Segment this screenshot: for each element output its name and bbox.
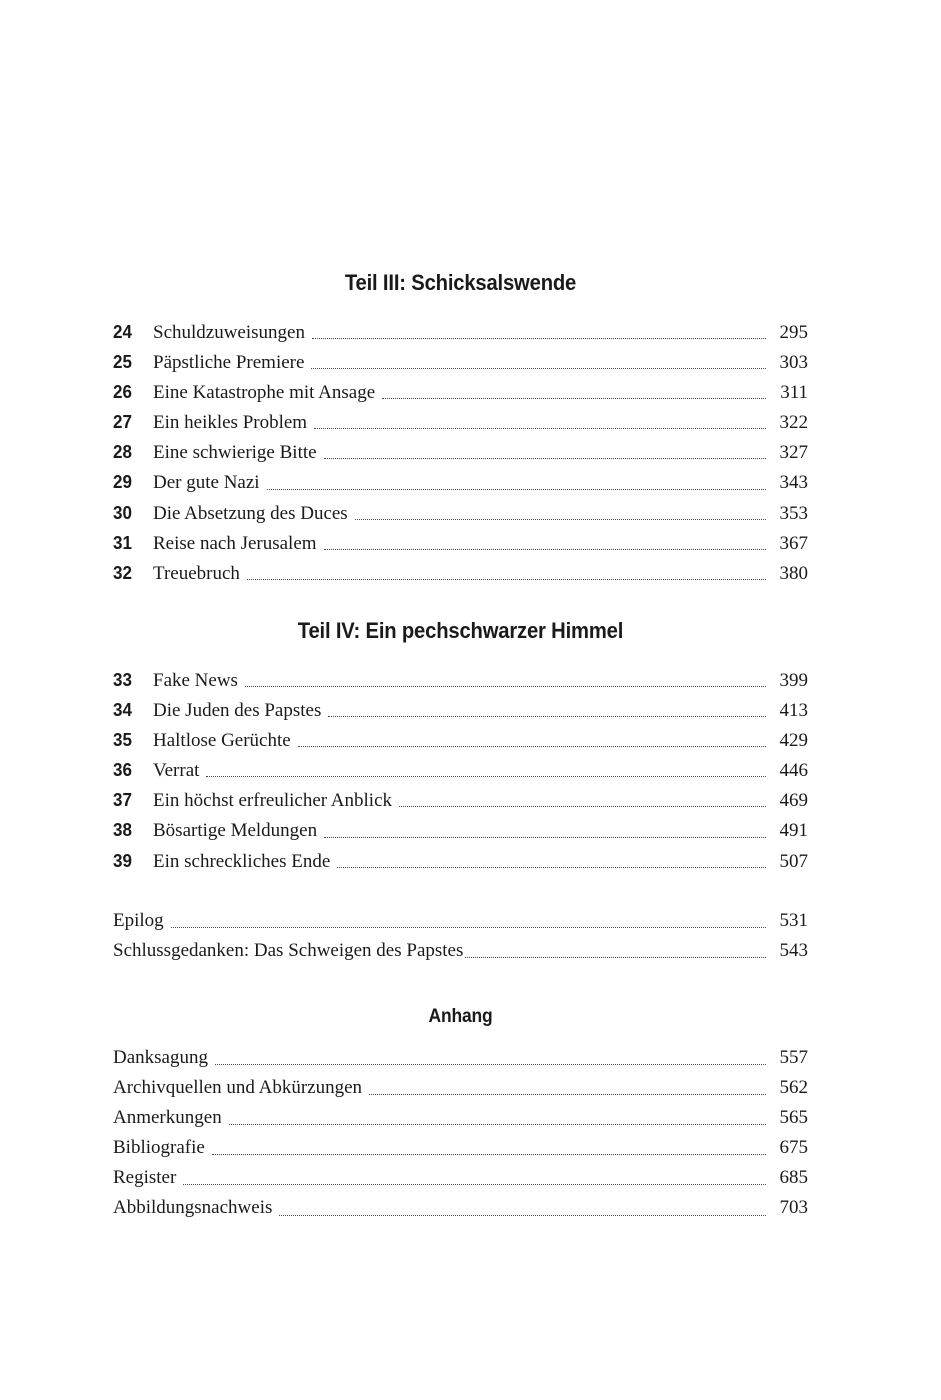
chapter-title: Ein schreckliches Ende (153, 850, 331, 872)
toc-list-teil-4 (113, 665, 808, 876)
toc-entry[interactable] (113, 1133, 808, 1163)
chapter-title: Ein heikles Problem (153, 412, 308, 434)
page-number: 469 (779, 790, 808, 812)
dot-leader (312, 337, 766, 339)
dot-leader (399, 805, 766, 807)
dot-leader (328, 715, 766, 717)
chapter-number: 29 (113, 471, 132, 493)
dot-leader (311, 367, 766, 369)
dot-leader (298, 745, 766, 747)
chapter-number: 34 (113, 699, 132, 721)
toc-entry[interactable] (113, 347, 808, 377)
toc-entry[interactable] (113, 498, 808, 528)
entry-title: Danksagung (113, 1047, 208, 1068)
dot-leader (206, 775, 766, 777)
page-number: 565 (779, 1107, 808, 1129)
chapter-number: 30 (113, 501, 132, 523)
chapter-title: Haltlose Gerüchte (153, 730, 291, 752)
page-number: 322 (779, 412, 808, 434)
page-number: 353 (779, 502, 808, 524)
chapter-title: Fake News (153, 670, 238, 691)
page-number: 327 (779, 442, 808, 464)
toc-entry[interactable] (113, 1043, 808, 1073)
page-number: 295 (779, 322, 808, 343)
page-number: 429 (779, 730, 808, 752)
dot-leader (212, 1153, 766, 1155)
dot-leader (183, 1183, 766, 1185)
toc-entry[interactable] (113, 407, 808, 437)
dot-leader (229, 1123, 766, 1125)
page-number: 446 (779, 760, 808, 782)
dot-leader (267, 488, 766, 490)
chapter-title: Verrat (153, 760, 200, 782)
section-title-teil-3: Teil III: Schicksalswende (344, 270, 577, 295)
page-number: 507 (779, 850, 808, 872)
dot-leader (337, 866, 766, 868)
toc-entry[interactable] (113, 936, 808, 966)
dot-leader (215, 1063, 766, 1065)
chapter-number: 31 (113, 531, 132, 553)
section-title-teil-4: Teil IV: Ein pechschwarzer Himmel (297, 618, 624, 643)
page-number: 675 (779, 1137, 808, 1159)
chapter-number: 35 (113, 729, 132, 751)
chapter-number: 39 (113, 849, 132, 871)
dot-leader (324, 836, 766, 838)
chapter-number: 32 (113, 561, 132, 583)
chapter-title: Die Absetzung des Duces (153, 502, 348, 524)
dot-leader (245, 685, 766, 687)
entry-title: Register (113, 1167, 177, 1189)
dot-leader (324, 548, 766, 550)
chapter-title: Der gute Nazi (153, 472, 260, 494)
page-number: 367 (779, 532, 808, 554)
entry-title: Anmerkungen (113, 1107, 222, 1129)
page-number: 311 (780, 382, 808, 404)
page-number: 413 (779, 700, 808, 722)
toc-entry[interactable] (113, 1073, 808, 1103)
toc-entry[interactable] (113, 1163, 808, 1193)
toc-entry[interactable] (113, 695, 808, 725)
chapter-title: Reise nach Jerusalem (153, 532, 317, 554)
chapter-title: Treuebruch (153, 562, 240, 584)
chapter-number: 24 (113, 321, 132, 342)
entry-title: Abbildungsnachweis (113, 1197, 273, 1219)
page-number: 531 (779, 910, 808, 931)
entry-title: Archivquellen und Abkürzungen (113, 1077, 363, 1099)
toc-entry[interactable] (113, 755, 808, 785)
dot-leader (279, 1214, 766, 1216)
page-number: 303 (779, 352, 808, 374)
chapter-number: 28 (113, 441, 132, 463)
toc-list-epilogue (113, 906, 808, 966)
chapter-title: Die Juden des Papstes (153, 700, 322, 722)
dot-leader (355, 518, 766, 520)
chapter-number: 33 (113, 669, 132, 690)
page-number: 343 (779, 472, 808, 494)
toc-entry[interactable] (113, 665, 808, 695)
toc-entry[interactable] (113, 846, 808, 876)
toc-entry[interactable] (113, 528, 808, 558)
page-number: 562 (779, 1077, 808, 1099)
chapter-title: Päpstliche Premiere (153, 352, 305, 374)
chapter-number: 26 (113, 381, 132, 403)
page-number: 491 (779, 820, 808, 842)
section-title-anhang: Anhang (428, 1006, 493, 1027)
dot-leader (369, 1093, 766, 1095)
chapter-number: 37 (113, 789, 132, 811)
dot-leader (247, 578, 766, 580)
dot-leader (171, 926, 766, 928)
chapter-title: Eine schwierige Bitte (153, 442, 317, 464)
toc-entry[interactable] (113, 725, 808, 755)
toc-entry[interactable] (113, 377, 808, 407)
page-number: 685 (779, 1167, 808, 1189)
toc-entry[interactable] (113, 558, 808, 588)
toc-entry[interactable] (113, 437, 808, 467)
page-number: 557 (779, 1047, 808, 1068)
chapter-number: 36 (113, 759, 132, 781)
toc-list-anhang (113, 1043, 808, 1224)
dot-leader (314, 427, 766, 429)
toc-entry[interactable] (113, 906, 808, 936)
page-number: 380 (779, 562, 808, 584)
page-number: 399 (779, 670, 808, 691)
entry-title: Schlussgedanken: Das Schweigen des Papstes (113, 940, 464, 962)
entry-title: Epilog (113, 910, 164, 931)
dot-leader (324, 457, 766, 459)
chapter-number: 38 (113, 819, 132, 841)
toc-entry[interactable] (113, 1103, 808, 1133)
page-number: 703 (779, 1197, 808, 1219)
entry-title: Bibliografie (113, 1137, 205, 1159)
toc-list-teil-3 (113, 317, 808, 588)
chapter-title: Eine Katastrophe mit Ansage (153, 382, 376, 404)
toc-entry[interactable] (113, 467, 808, 497)
chapter-number: 27 (113, 411, 132, 433)
toc-entry[interactable] (113, 317, 808, 347)
toc-entry[interactable] (113, 815, 808, 845)
chapter-title: Schuldzuweisungen (153, 322, 305, 343)
toc-entry[interactable] (113, 1193, 808, 1223)
chapter-title: Bösartige Meldungen (153, 820, 318, 842)
page-number: 543 (779, 940, 808, 962)
chapter-title: Ein höchst erfreulicher Anblick (153, 790, 393, 812)
dot-leader (382, 397, 766, 399)
toc-entry[interactable] (113, 785, 808, 815)
chapter-number: 25 (113, 351, 132, 373)
dot-leader (465, 956, 766, 958)
